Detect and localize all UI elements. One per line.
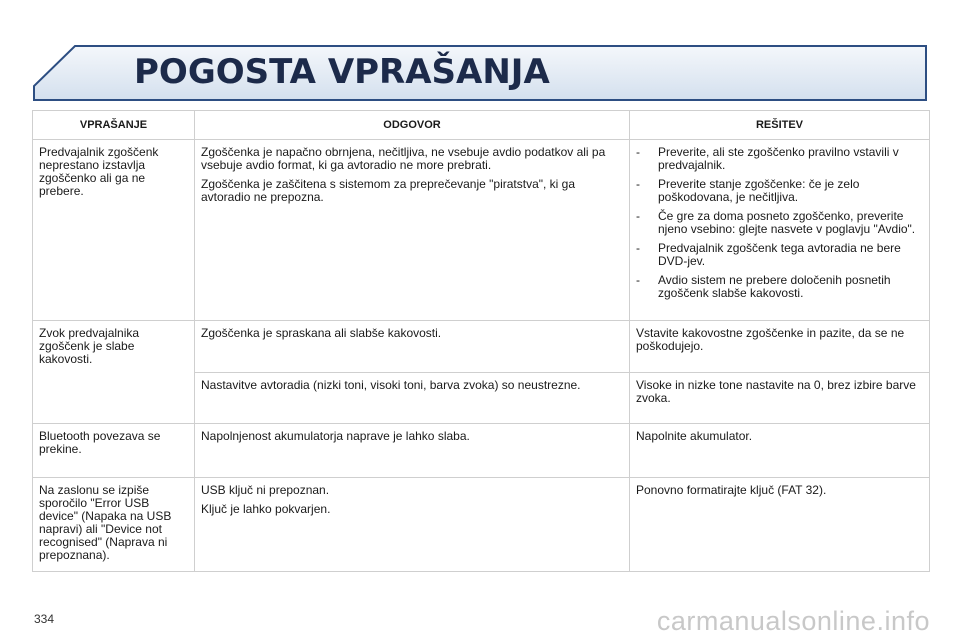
bullet-dash: - (636, 145, 640, 159)
bullet-dash: - (636, 177, 640, 191)
list-item (636, 274, 923, 300)
answer-text: Ključ je lahko pokvarjen. (201, 502, 331, 516)
answer-text: USB ključ ni prepoznan. (201, 483, 330, 497)
answer-text: Zgoščenka je zaščitena s sistemom za preprečevanje "piratstva", ki ga avtoradio ne prepozna. (201, 177, 576, 204)
faq-table (32, 110, 930, 572)
answer-cell (195, 478, 630, 572)
answer-cell (195, 140, 630, 321)
bullet-dash: - (636, 209, 640, 223)
list-item (636, 178, 923, 204)
solution-text: Preverite, ali ste zgoščenko pravilno vstavili v predvajalnik. (658, 145, 899, 172)
table-row (33, 321, 930, 373)
solution-text: Preverite stanje zgoščenke: če je zelo poškodovana, je nečitljiva. (658, 177, 860, 204)
bullet-dash: - (636, 273, 640, 287)
answer-cell: Nastavitve avtoradia (nizki toni, visoki toni, barva zvoka) so neustrezne. (195, 373, 630, 424)
question-cell: Predvajalnik zgoščenk neprestano izstavlja zgoščenko ali ga ne prebere. (33, 140, 195, 321)
table-header-row (33, 111, 930, 140)
table-row (33, 140, 930, 321)
solution-cell (630, 140, 930, 321)
watermark: carmanualsonline.info (656, 606, 930, 636)
solution-cell: Visoke in nizke tone nastavite na 0, brez izbire barve zvoka. (630, 373, 930, 424)
question-cell: Bluetooth povezava se prekine. (33, 424, 195, 478)
solution-cell: Vstavite kakovostne zgoščenke in pazite, da se ne poškodujejo. (630, 321, 930, 373)
solution-text: Če gre za doma posneto zgoščenko, preverite njeno vsebino: glejte nasvete v poglavju "Avdio". (658, 209, 916, 236)
question-cell: Na zaslonu se izpiše sporočilo "Error USB device" (Napaka na USB napravi) ali "Device not recognised" (Naprava ni prepoznana). (33, 478, 195, 572)
solution-text: Avdio sistem ne prebere določenih posnetih zgoščenk slabše kakovosti. (658, 273, 891, 300)
answer-text: Zgoščenka je napačno obrnjena, nečitljiva, ne vsebuje avdio podatkov ali pa vsebuje avdio format, ki ga avtoradio ne more prebrati. (201, 145, 606, 172)
question-cell: Zvok predvajalnika zgoščenk je slabe kakovosti. (33, 321, 195, 424)
answer-cell: Zgoščenka je spraskana ali slabše kakovosti. (195, 321, 630, 373)
solution-cell: Ponovno formatirajte ključ (FAT 32). (630, 478, 930, 572)
column-header-question: VPRAŠANJE (33, 111, 195, 140)
list-item (636, 210, 923, 236)
bullet-dash: - (636, 241, 640, 255)
solution-text: Predvajalnik zgoščenk tega avtoradia ne bere DVD-jev. (658, 241, 901, 268)
solution-list (636, 146, 923, 300)
page-title: POGOSTA VPRAŠANJA (134, 52, 550, 92)
answer-cell: Napolnjenost akumulatorja naprave je lahko slaba. (195, 424, 630, 478)
page-number: 334 (34, 612, 55, 626)
list-item (636, 242, 923, 268)
list-item (636, 146, 923, 172)
table-row (33, 424, 930, 478)
table-row (33, 478, 930, 572)
solution-cell: Napolnite akumulator. (630, 424, 930, 478)
column-header-answer: ODGOVOR (195, 111, 630, 140)
column-header-solution: REŠITEV (630, 111, 930, 140)
